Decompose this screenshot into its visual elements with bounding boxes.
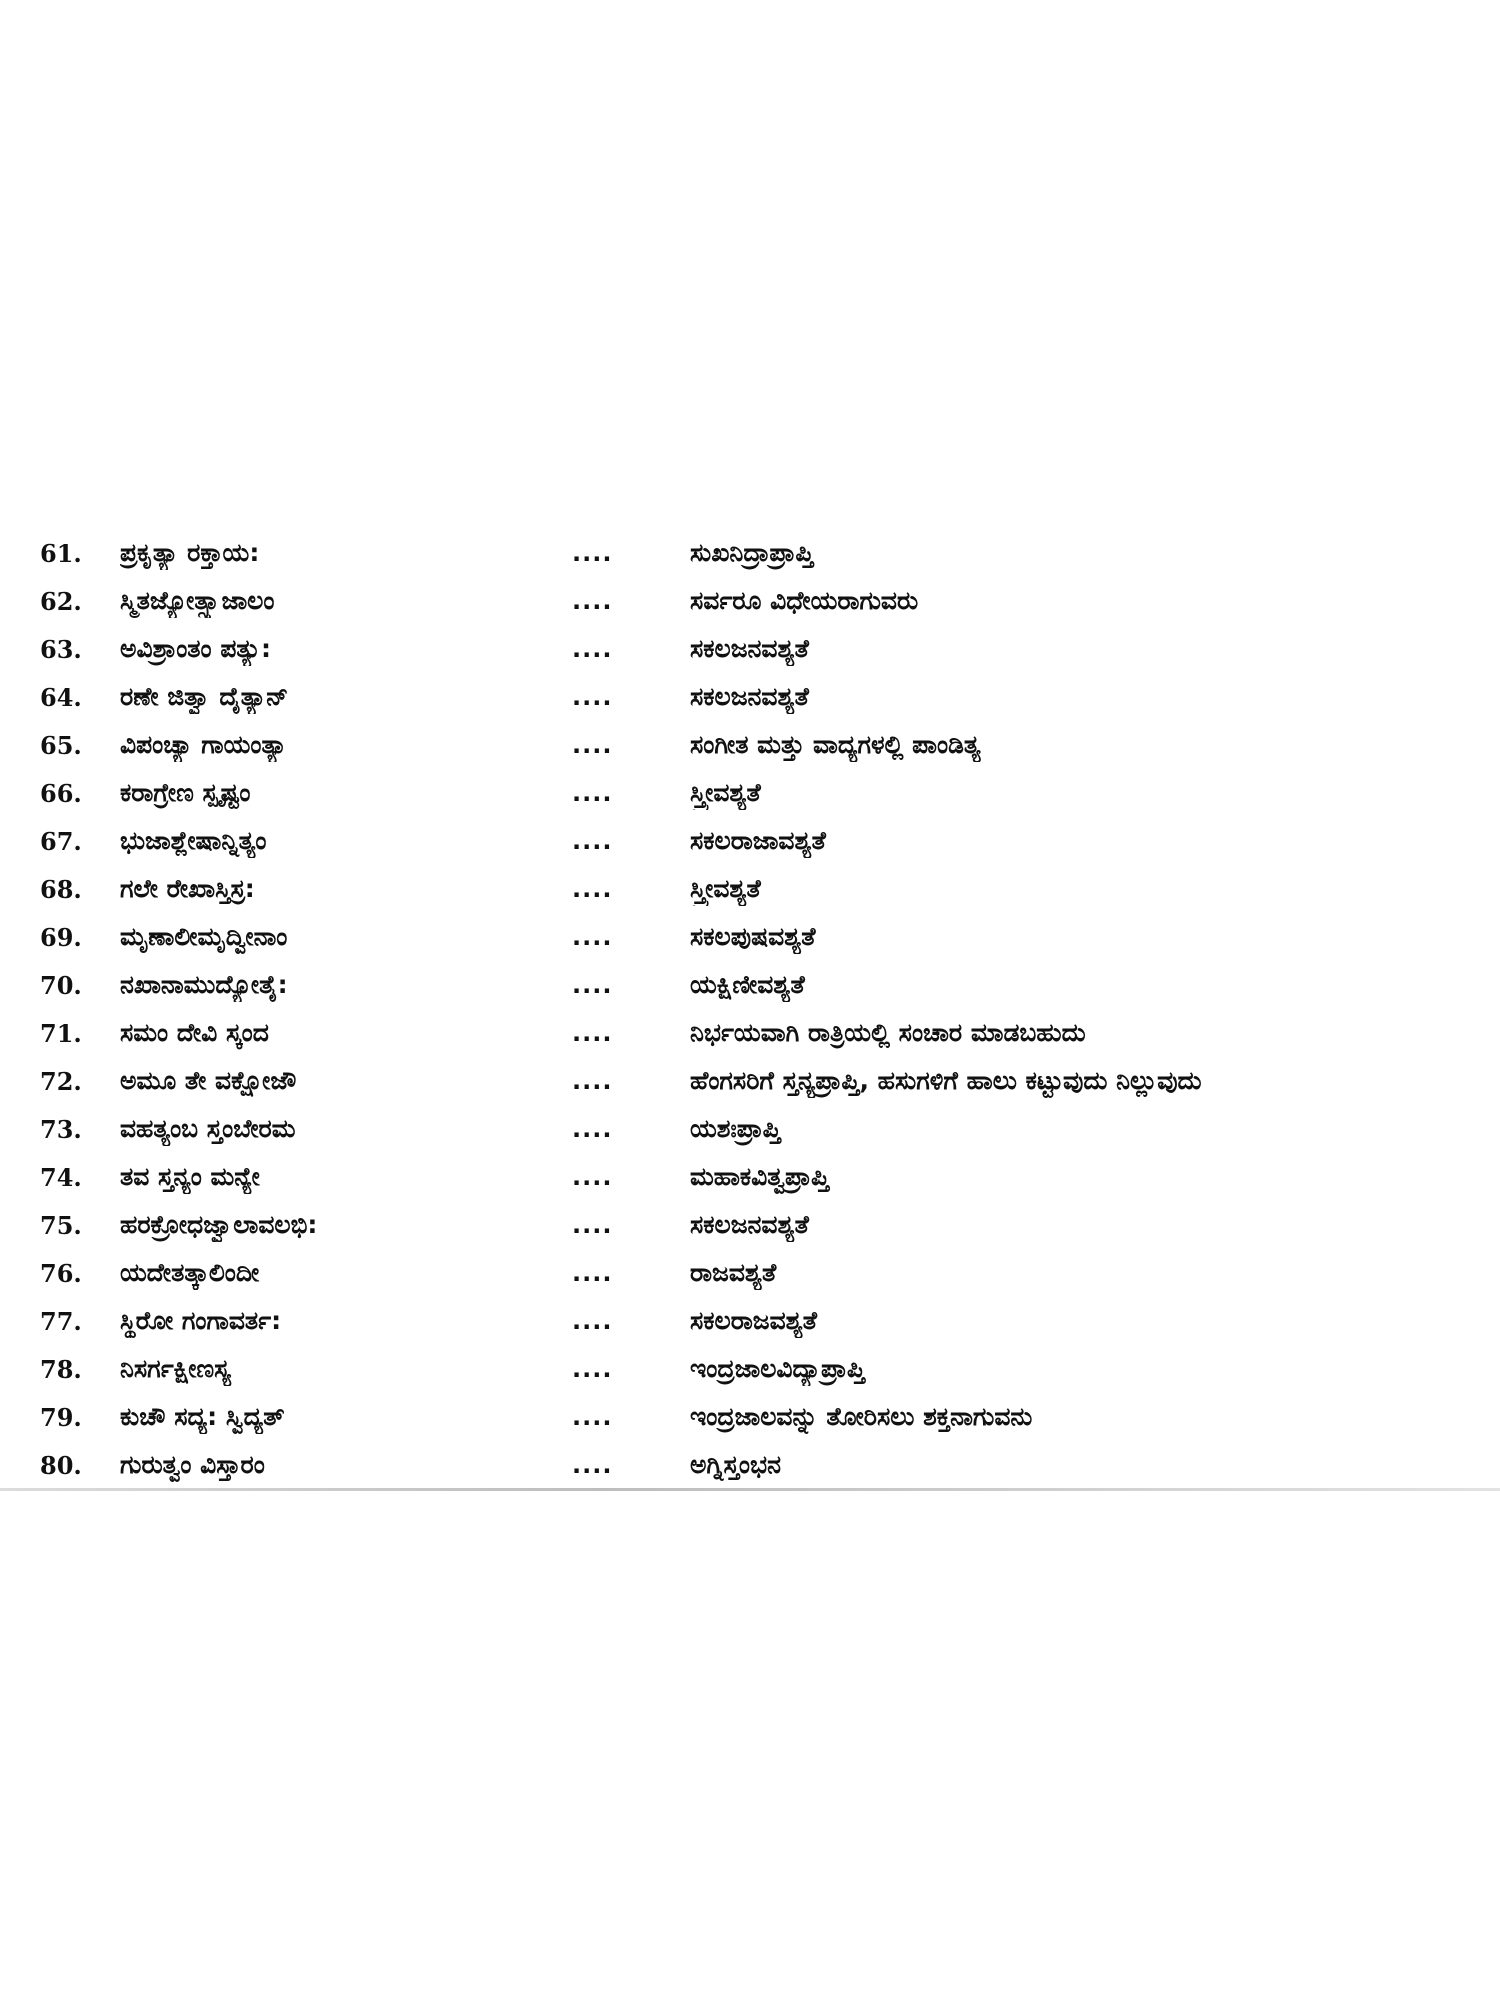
verse-number: 67. [40,827,82,856]
verse-first-line: ನಿಸರ್ಗಕ್ಷೀಣಸ್ಯ [120,1354,231,1383]
list-item [0,1442,1500,1490]
verse-benefit: ಸಕಲಜನವಶ್ಯತೆ [690,634,809,663]
verse-number: 72. [40,1067,82,1096]
verse-benefit: ಮಹಾಕವಿತ್ವಪ್ರಾಪ್ತಿ [690,1162,830,1191]
list-item [0,578,1500,626]
verse-number: 63. [40,635,82,664]
verse-first-line: ತವ ಸ್ತನ್ಯಂ ಮನ್ಯೇ [120,1162,260,1191]
leader-dots: .... [572,539,613,567]
verse-benefit: ಹೆಂಗಸರಿಗೆ ಸ್ತನ್ಯಪ್ರಾಪ್ತಿ, ಹಸುಗಳಿಗೆ ಹಾಲು ಕಟ್ಟುವುದು ನಿಲ್ಲುವುದು [690,1066,1202,1095]
verse-number: 76. [40,1259,82,1288]
verse-first-line: ಯದೇತತ್ಕಾಲಿಂದೀ [120,1258,260,1287]
verse-benefit: ಸಕಲರಾಜಾವಶ್ಯತೆ [690,826,826,855]
leader-dots: .... [572,779,613,807]
list-item [0,1250,1500,1298]
list-item [0,1010,1500,1058]
list-item [0,866,1500,914]
verse-number: 75. [40,1211,82,1240]
list-item [0,962,1500,1010]
verse-number: 71. [40,1019,82,1048]
leader-dots: .... [572,1067,613,1095]
verse-benefit: ಸಕಲಜನವಶ್ಯತೆ [690,1210,809,1239]
verse-first-line: ಕರಾಗ್ರೇಣ ಸ್ಪೃಷ್ಟಂ [120,778,251,807]
verse-number: 62. [40,587,82,616]
verse-benefit-list [0,530,1500,1490]
list-item [0,1298,1500,1346]
leader-dots: .... [572,1115,613,1143]
verse-number: 65. [40,731,82,760]
verse-benefit: ಸ್ತ್ರೀವಶ್ಯತೆ [690,778,761,807]
verse-first-line: ಮೃಣಾಲೀಮೃದ್ವೀನಾಂ [120,922,288,951]
verse-benefit: ಸಂಗೀತ ಮತ್ತು ವಾದ್ಯಗಳಲ್ಲಿ ಪಾಂಡಿತ್ಯ [690,730,981,759]
verse-first-line: ನಖಾನಾಮುದ್ಯೋತೈ: [120,970,288,999]
leader-dots: .... [572,587,613,615]
verse-benefit: ಯಶಃಪ್ರಾಪ್ತಿ [690,1114,781,1143]
verse-first-line: ಕುಚೌ ಸದ್ಯ: ಸ್ವಿದ್ಯತ್ [120,1402,285,1431]
list-item [0,1058,1500,1106]
verse-first-line: ಗಲೇ ರೇಖಾಸ್ತಿಸ್ರ: [120,874,255,903]
verse-first-line: ಗುರುತ್ವಂ ವಿಸ್ತಾರಂ [120,1450,265,1479]
list-item [0,530,1500,578]
leader-dots: .... [572,923,613,951]
verse-benefit: ಸಕಲರಾಜವಶ್ಯತೆ [690,1306,818,1335]
list-item [0,626,1500,674]
verse-benefit: ಸಕಲಪುಷವಶ್ಯತೆ [690,922,816,951]
verse-number: 78. [40,1355,82,1384]
leader-dots: .... [572,827,613,855]
list-item [0,674,1500,722]
verse-first-line: ಸಮಂ ದೇವಿ ಸ್ಕಂದ [120,1018,269,1047]
verse-benefit: ಸ್ತ್ರೀವಶ್ಯತೆ [690,874,761,903]
verse-first-line: ಸ್ಮಿತಜ್ಯೋತ್ಸ್ನಾಜಾಲಂ [120,586,275,615]
verse-benefit: ಅಗ್ನಿಸ್ತಂಭನ [690,1450,781,1479]
verse-benefit: ರಾಜವಶ್ಯತೆ [690,1258,777,1287]
verse-first-line: ಹರಕ್ರೋಧಜ್ವಾಲಾವಲಭಿ: [120,1210,318,1239]
verse-benefit: ಯಕ್ಷಿಣೀವಶ್ಯತೆ [690,970,805,999]
leader-dots: .... [572,1163,613,1191]
verse-number: 80. [40,1451,82,1480]
list-item [0,1106,1500,1154]
leader-dots: .... [572,1211,613,1239]
leader-dots: .... [572,1307,613,1335]
leader-dots: .... [572,635,613,663]
verse-first-line: ವಿಪಂಚ್ಯಾ ಗಾಯಂತ್ಯಾ [120,730,288,759]
verse-number: 73. [40,1115,82,1144]
leader-dots: .... [572,1259,613,1287]
leader-dots: .... [572,971,613,999]
verse-benefit: ಇಂದ್ರಜಾಲವನ್ನು ತೋರಿಸಲು ಶಕ್ತನಾಗುವನು [690,1402,1033,1431]
verse-benefit: ಸಕಲಜನವಶ್ಯತೆ [690,682,809,711]
verse-number: 74. [40,1163,82,1192]
list-item [0,818,1500,866]
list-item [0,1346,1500,1394]
verse-benefit: ಇಂದ್ರಜಾಲವಿದ್ಯಾಪ್ರಾಪ್ತಿ [690,1354,866,1383]
list-item [0,770,1500,818]
leader-dots: .... [572,731,613,759]
list-item [0,914,1500,962]
verse-number: 61. [40,539,82,568]
verse-benefit: ನಿರ್ಭಯವಾಗಿ ರಾತ್ರಿಯಲ್ಲಿ ಸಂಚಾರ ಮಾಡಬಹುದು [690,1018,1086,1047]
leader-dots: .... [572,683,613,711]
verse-number: 79. [40,1403,82,1432]
verse-number: 64. [40,683,82,712]
verse-number: 69. [40,923,82,952]
leader-dots: .... [572,1451,613,1479]
verse-benefit: ಸುಖನಿದ್ರಾಪ್ರಾಪ್ತಿ [690,538,814,567]
verse-first-line: ಅವಿಶ್ರಾಂತಂ ಪತ್ಯು: [120,634,272,663]
verse-number: 70. [40,971,82,1000]
verse-benefit: ಸರ್ವರೂ ವಿಧೇಯರಾಗುವರು [690,586,919,615]
verse-number: 68. [40,875,82,904]
leader-dots: .... [572,1403,613,1431]
verse-first-line: ಅಮೂ ತೇ ವಕ್ಷೋಜೌ [120,1066,297,1095]
list-item [0,1394,1500,1442]
verse-first-line: ಸ್ಥಿರೋ ಗಂಗಾವರ್ತ: [120,1306,282,1335]
verse-number: 66. [40,779,82,808]
page-bottom-rule [0,1488,1500,1491]
list-item [0,1154,1500,1202]
list-item [0,1202,1500,1250]
leader-dots: .... [572,875,613,903]
list-item [0,722,1500,770]
leader-dots: .... [572,1355,613,1383]
verse-number: 77. [40,1307,82,1336]
leader-dots: .... [572,1019,613,1047]
verse-first-line: ರಣೇ ಜಿತ್ವಾ ದೈತ್ಯಾನ್ [120,682,289,711]
verse-first-line: ಭುಜಾಶ್ಲೇಷಾನ್ನಿತ್ಯಂ [120,826,267,855]
verse-first-line: ವಹತ್ಯಂಬ ಸ್ತಂಬೇರಮ [120,1114,296,1143]
verse-first-line: ಪ್ರಕೃತ್ಯಾ ರಕ್ತಾಯ: [120,538,260,567]
